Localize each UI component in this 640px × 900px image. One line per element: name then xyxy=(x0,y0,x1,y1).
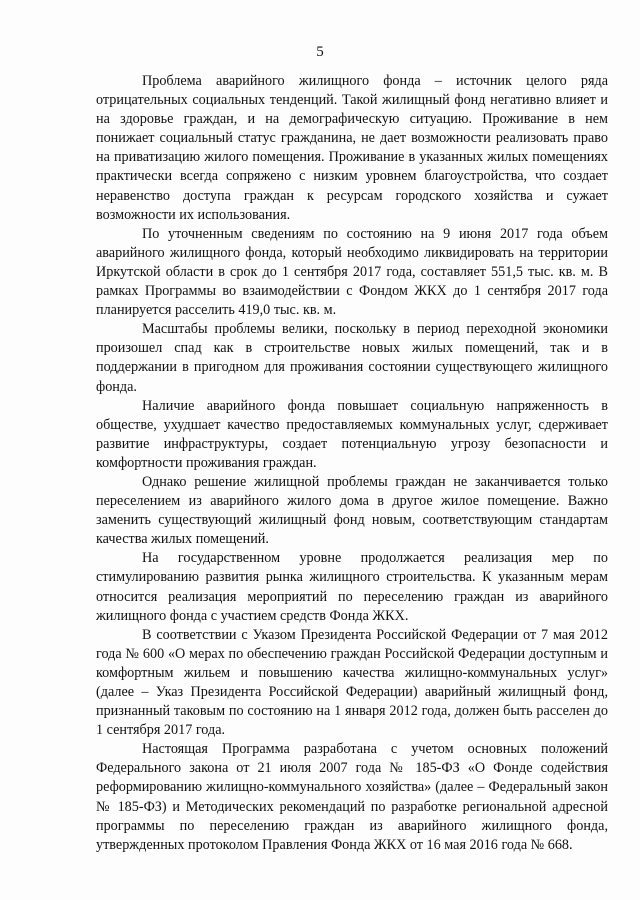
document-body xyxy=(96,72,608,855)
paragraph: На государственном уровне продолжается реализация мер по стимулированию развития рынка жилищного строительства. К указанным мерам относится реализация мероприятий по переселению граждан из аварийного жилищного фонда с участием средств Фонда ЖКХ. xyxy=(96,550,608,624)
paragraph: В соответствии с Указом Президента Российской Федерации от 7 мая 2012 года № 600 «О мерах по обеспечению граждан Российской Федерации доступным и комфортным жильем и повышению качества жилищно-коммунальных услуг» (далее – Указ Президента Российской Федерации) аварийный жилищный фонд, признанный таковым по состоянию на 1 января 2012 года, должен быть расселен до 1 сентября 2017 года. xyxy=(96,626,608,739)
page-number: 5 xyxy=(316,44,324,60)
paragraph: Проблема аварийного жилищного фонда – источник целого ряда отрицательных социальных тенденций. Такой жилищный фонд негативно влияет и на здоровье граждан, и на демографическую ситуацию. Проживание в нем понижает социальный статус гражданина, не дает возможности реализовать право на приватизацию жилого помещения. Проживание в указанных жилых помещениях практически всегда сопряжено с низким уровнем благоустройства, что создает неравенство доступа граждан к ресурсам городского хозяйства и сужает возможности их использования. xyxy=(96,73,608,223)
paragraph: Масштабы проблемы велики, поскольку в период переходной экономики произошел спад как в строительстве новых жилых помещений, так и в поддержании в пригодном для проживания состоянии существующего жилищного фонда. xyxy=(96,321,608,395)
paragraph: По уточненным сведениям по состоянию на 9 июня 2017 года объем аварийного жилищного фонда, который необходимо ликвидировать на территории Иркутской области в срок до 1 сентября 2017 года, составляет 551,5 тыс. кв. м. В рамках Программы во взаимодействии с Фондом ЖКХ до 1 сентября 2017 года планируется расселить 419,0 тыс. кв. м. xyxy=(96,225,608,319)
paragraph: Наличие аварийного фонда повышает социальную напряженность в обществе, ухудшает качество предоставляемых коммунальных услуг, сдерживает развитие инфраструктуры, создает потенциальную угрозу безопасности и комфортности проживания граждан. xyxy=(96,397,608,471)
paragraph: Однако решение жилищной проблемы граждан не заканчивается только переселением из аварийного жилого дома в другое жилое помещение. Важно заменить существующий жилищный фонд новым, соответствующим стандартам качества жилых помещений. xyxy=(96,473,608,548)
paragraph: Настоящая Программа разработана с учетом основных положений Федерального закона от 21 июля 2007 года № 185-ФЗ «О Фонде содействия реформированию жилищно-коммунального хозяйства» (далее – Федеральный закон № 185-ФЗ) и Методических рекомендаций по разработке региональной адресной программы по переселению граждан из аварийного жилищного фонда, утвержденных протоколом Правления Фонда ЖКХ от 16 мая 2016 года № 668. xyxy=(96,741,608,853)
